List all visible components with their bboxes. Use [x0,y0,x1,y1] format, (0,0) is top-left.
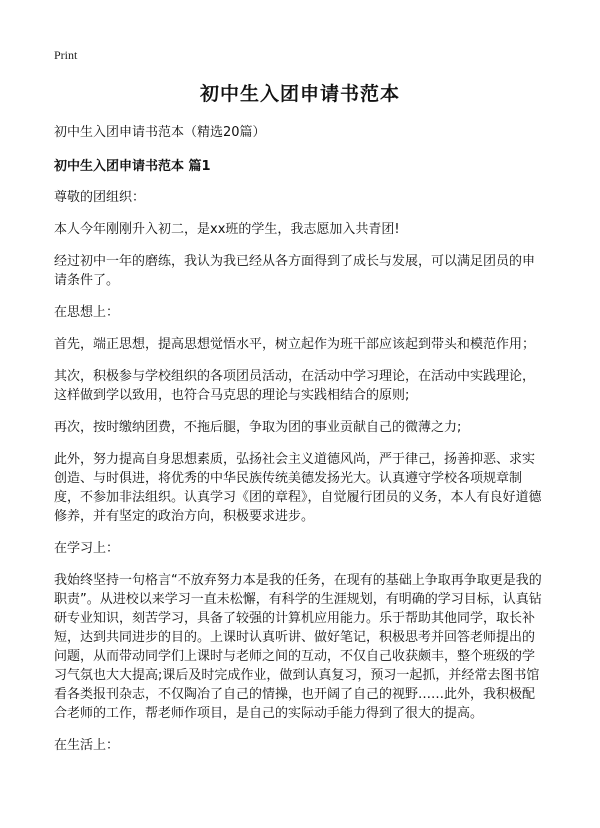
section-heading: 初中生入团申请书范本 篇1 [54,159,211,174]
subheading-study: 在学习上： [54,541,120,556]
subheading-life: 在生活上： [54,738,120,753]
paragraph-intro: 本人今年刚刚升入初二，是xx班的学生，我志愿加入共青团! [54,222,400,237]
paragraph-second: 其次，积极参与学校组织的各项团员活动，在活动中学习理论，在活动中实践理论，这样做到学以致用，也符合马克思的理论与实践相结合的原则; [54,369,536,403]
paragraph-moreover: 此外，努力提高自身思想素质，弘扬社会主义道德风尚，严于律己，扬善抑恶、求实创造、与时俱进，将优秀的中华民族传统美德发扬光大。认真遵守学校各项规章制度，不参加非法组织。认真学习《团的章程》，自觉履行团员的义务，本人有良好道德修养，并有坚定的政治方向，积极要求进步。 [54,452,542,524]
paragraph-first: 首先，端正思想，提高思想觉悟水平，树立起作为班干部应该起到带头和模范作用； [54,337,536,352]
subheading-thought: 在思想上： [54,305,120,320]
paragraph-growth: 经过初中一年的磨练，我认为我已经从各方面得到了成长与发展，可以满足团员的申请条件了。 [54,254,536,288]
paragraph-third: 再次，按时缴纳团费，不拖后腿，争取为团的事业贡献自己的微薄之力; [54,420,462,435]
print-link[interactable]: Print [54,48,78,62]
document-subtitle: 初中生入团申请书范本（精选20篇） [54,125,266,140]
paragraph-study: 我始终坚持一句格言“不放弃努力本是我的任务，在现有的基础上争取再争取更是我的职责”。从进校以来学习一直未松懈，有科学的生涯规划，有明确的学习目标，认真钻研专业知识，刻苦学习，具备了较强的计算机应用能力。乐于帮助其他同学，取长补短，达到共同进步的目的。上课时认真听讲、做好笔记，积极思考并回答老师提出的问题，从而带动同学们上课时与老师之间的互动，不仅自己收获颇丰，整个班级的学习气氛也大大提高;课后及时完成作业，做到认真复习，预习一起抓，并经常去图书馆看各类报刊杂志，不仅陶冶了自己的情操，也开阔了自己的视野……此外，我积极配合老师的工作，帮老师作项目，是自己的实际动手能力得到了很大的提高。 [54,573,542,721]
salutation: 尊敬的团组织： [54,190,146,205]
document-title: 初中生入团申请书范本 [199,83,400,105]
